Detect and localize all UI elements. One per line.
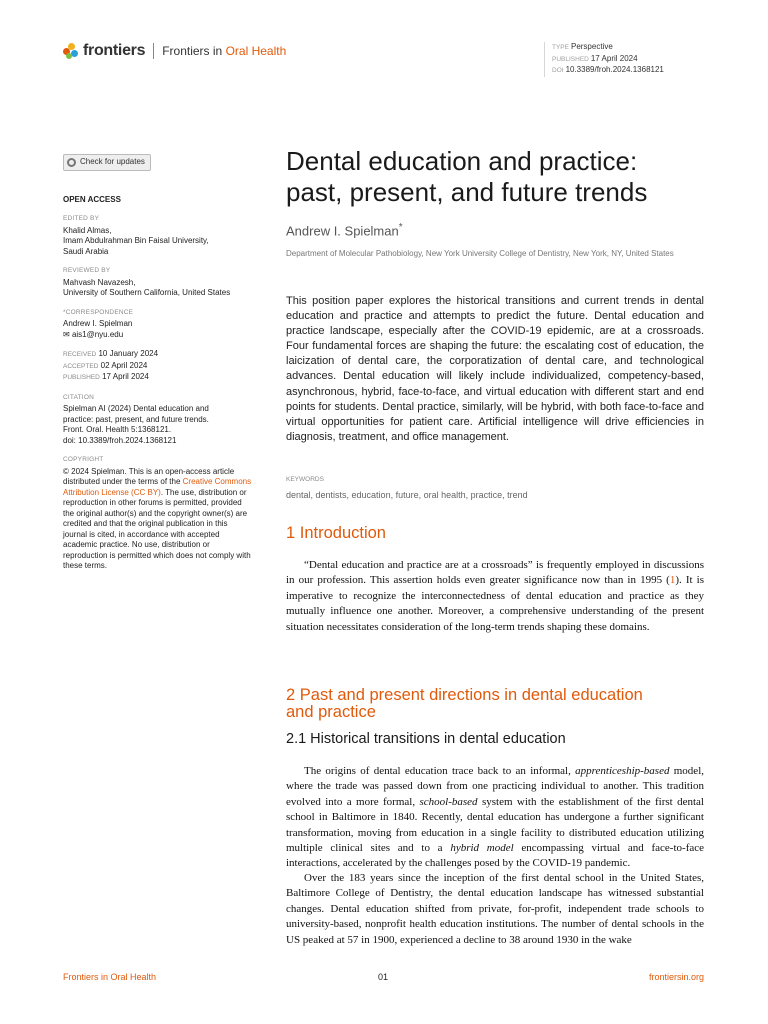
footer-site-link[interactable]: frontiersin.org <box>648 972 704 982</box>
license-link[interactable]: Creative Commons Attribution License (CC BY) <box>63 477 252 497</box>
section-2-1-paragraph-1: The origins of dental education trace back to an informal, apprenticeship-based model, where the trade was passed down from one practicing individual to another. This tradition evolved into a more formal, school-based system with the establishment of the first dental school in Baltimore in 1840. Recently, dental education has undergone a further significant transformation, moving from education in a single facility to distributed education utilizing multiple clinical sites and to a hybrid model encompassing virtual and face-to-face interactions, accelerated by the challenges posed by the COVID-19 pandemic. <box>286 765 705 870</box>
author-name[interactable]: Andrew I. Spielman* <box>286 222 403 239</box>
published-date: 17 April 2024 <box>590 53 638 63</box>
article-type: Perspective <box>570 42 613 51</box>
frontiers-logo[interactable] <box>63 42 286 60</box>
footer-journal-link[interactable]: Frontiers in Oral Health <box>63 972 157 982</box>
author-affiliation: Department of Molecular Pathobiology, New York University College of Dentistry, New York, NY, United States <box>286 249 674 258</box>
citation-section: CITATION Spielman AI (2024) Dental education and practice: past, present, and future trends. Front. Oral. Health 5:1368121. doi: 10.3389/froh.2024.1368121 <box>63 393 209 445</box>
article-title: Dental education and practice: past, present, and future trends <box>286 146 648 207</box>
article-meta: TYPE Perspective PUBLISHED 17 April 2024 DOI 10.3389/froh.2024.1368121 <box>544 42 664 77</box>
copyright-section: COPYRIGHT © 2024 Spielman. This is an open-access article distributed under the terms of the Creative Commons Attribution License (CC BY). The use, distribution or reproduction in other forums is permitted, provided the original author(s) and the copyright owner(s) are credited and that the original publication in this journal is cited, in accordance with accepted academic practice. No use, distribution or reproduction is permitted which does not comply with these terms. <box>63 456 252 570</box>
brand-name: frontiers <box>83 42 146 59</box>
correspondence-section: *CORRESPONDENCE Andrew I. Spielman ✉ ais1@nyu.edu <box>63 308 263 341</box>
reviewed-by-section: REVIEWED BY Mahvash Navazesh, University of Southern California, United States <box>63 267 231 297</box>
open-access-label: OPEN ACCESS <box>63 194 121 204</box>
edited-by-section: EDITED BY Khalid Almas, Imam Abdulrahman Bin Faisal University, Saudi Arabia <box>63 215 209 256</box>
keywords-label: KEYWORDS <box>286 476 324 483</box>
dates-section: RECEIVED 10 January 2024 ACCEPTED 02 April 2024 PUBLISHED 17 April 2024 <box>63 349 159 381</box>
reference-link[interactable]: 1 <box>669 574 676 587</box>
keywords: dental, dentists, education, future, oral health, practice, trend <box>286 490 528 500</box>
check-for-updates-button[interactable]: Check for updates <box>63 154 151 171</box>
section-2-heading: 2 Past and present directions in dental education and practice <box>286 686 643 721</box>
section-2-1-heading: 2.1 Historical transitions in dental education <box>286 731 566 747</box>
doi-link[interactable]: 10.3389/froh.2024.1368121 <box>565 65 664 74</box>
abstract: This position paper explores the historical transitions and current trends in dental education and practice and attempts to predict the future. Dental education and practice landscape, especially after the COVID-19 epidemic, are at a crossroads. Four fundamental forces are shaping the future: the escalating cost of education, the laicization of dental care, the corporatization of dental care, and technological advances. Dental education will likely include individualized, competency-based, asynchronous, hybrid, face-to-face, and virtual education with different start and end points for students. Dental practice, similarly, will be hybrid, with both face-to-face and virtual opportunities for patient care. Artificial intelligence will drive efficiencies in diagnosis, treatment, and office management. <box>286 295 704 443</box>
section-1-heading: 1 Introduction <box>286 524 386 542</box>
page-number: 01 <box>378 972 389 982</box>
section-2-1-paragraph-2: Over the 183 years since the inception of the first dental school in the United States, Baltimore College of Dentistry, the dental education landscape has witnessed substantial changes. Dental education shifted from private, for-profit, independent trade schools to university-based, nonprofit health education institutions. The number of dental schools in the US peaked at 57 in 1900, experienced a decline to 38 around 1930 in the wake <box>286 872 704 946</box>
section-1-paragraph: “Dental education and practice are at a crossroads” is frequently employed in discussions in our profession. This assertion holds even greater significance now than in 1995 (1). It is imperative to recognize the interconnectedness of dental education and practice as they mutually influence one another. Moreover, a comprehensive understanding of the present situation necessitates consideration of the long-term trends shaping these domains. <box>286 559 704 633</box>
article-sidebar <box>63 154 263 572</box>
mail-icon: ✉ <box>63 329 70 339</box>
email-link[interactable]: ✉ ais1@nyu.edu <box>63 329 124 339</box>
journal-name[interactable]: Frontiers in Oral Health <box>162 44 287 58</box>
frontiers-logo-icon <box>63 43 79 59</box>
header-divider <box>153 43 154 59</box>
update-icon <box>67 158 76 167</box>
